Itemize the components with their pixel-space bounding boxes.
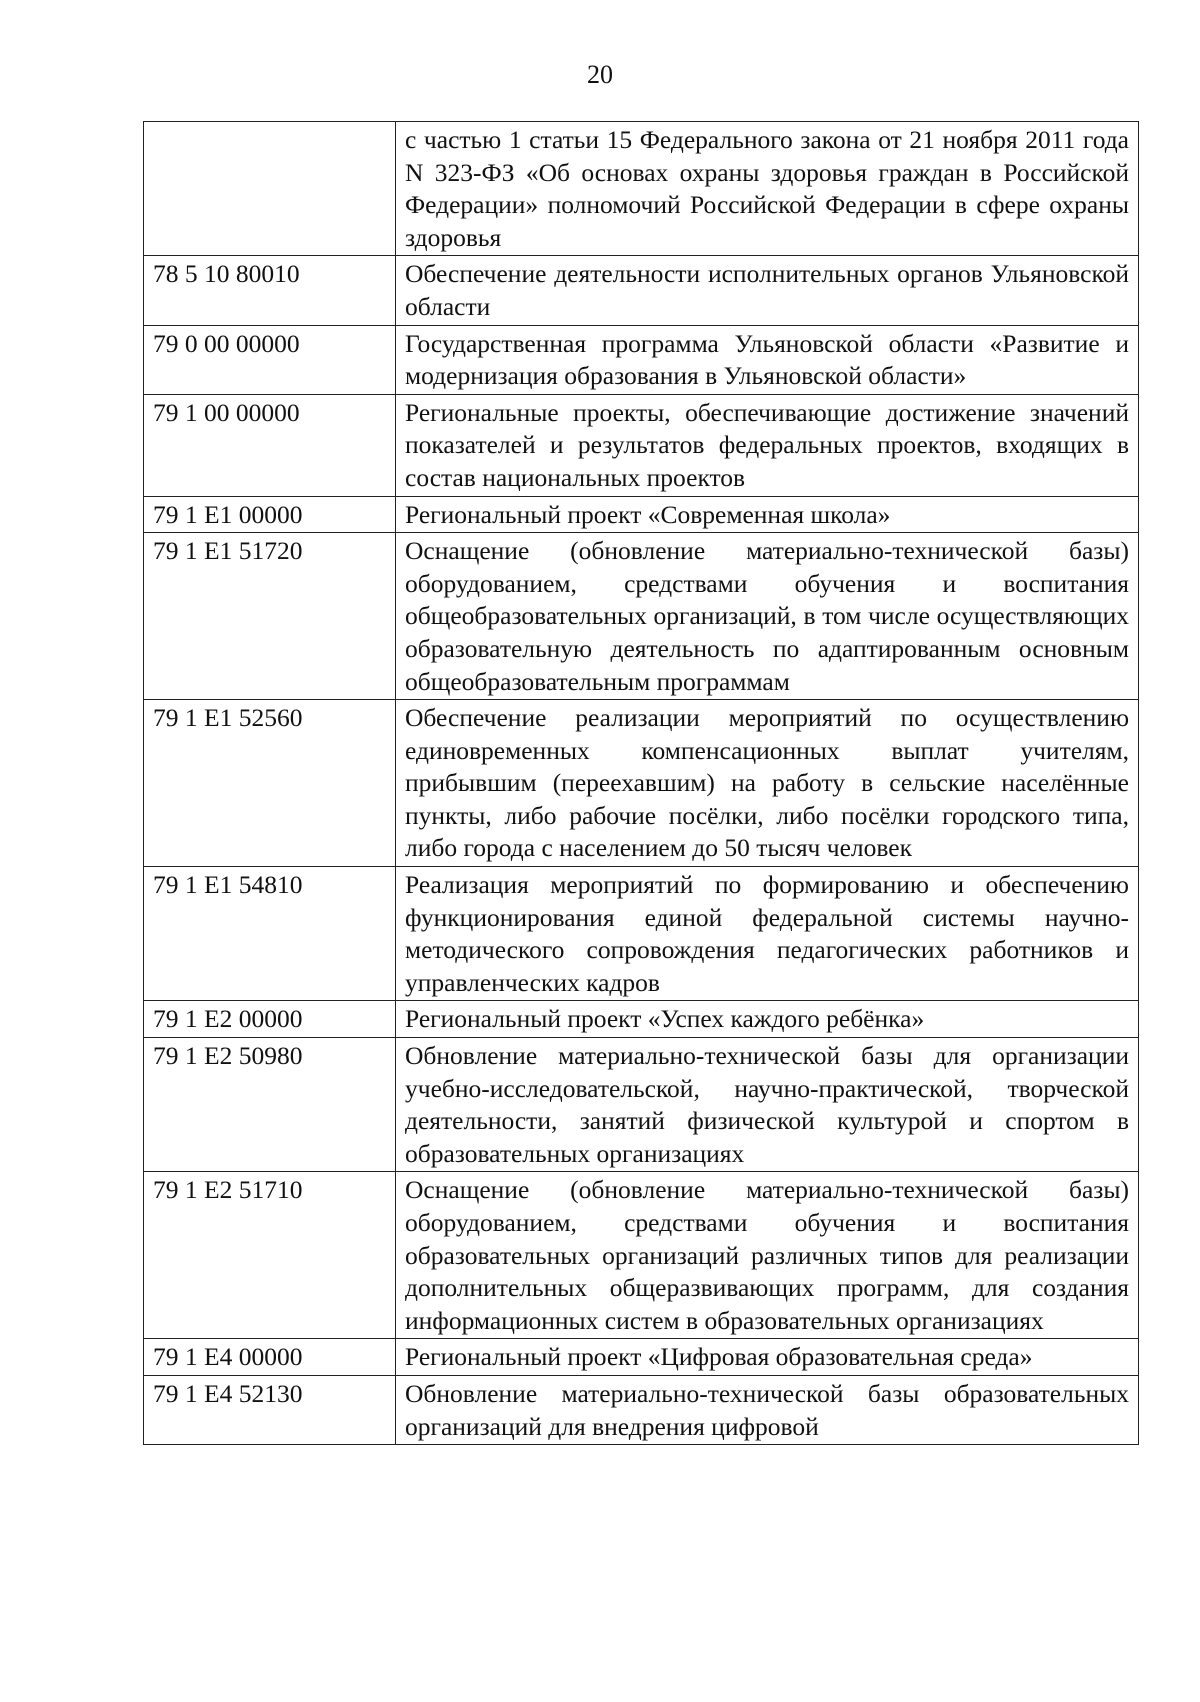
budget-classification-table bbox=[143, 121, 1139, 1445]
code-cell: 79 1 00 00000 bbox=[144, 394, 396, 496]
code-cell bbox=[144, 122, 396, 256]
code-cell: 79 1 E4 00000 bbox=[144, 1339, 396, 1376]
code-cell: 79 1 E4 52130 bbox=[144, 1375, 396, 1444]
table-row bbox=[144, 122, 1139, 256]
description-cell: Государственная программа Ульяновской области «Развитие и модернизация образования в Ульяновской области» bbox=[396, 325, 1139, 394]
description-cell: Региональные проекты, обеспечивающие достижение значений показателей и результатов федеральных проектов, входящих в состав национальных проектов bbox=[396, 394, 1139, 496]
table-row bbox=[144, 1339, 1139, 1376]
table-row bbox=[144, 394, 1139, 496]
code-cell: 79 1 E2 00000 bbox=[144, 1001, 396, 1038]
code-cell: 79 1 E2 51710 bbox=[144, 1172, 396, 1339]
table-row bbox=[144, 700, 1139, 867]
table-row bbox=[144, 1038, 1139, 1172]
table-row bbox=[144, 496, 1139, 533]
code-cell: 79 1 E1 00000 bbox=[144, 496, 396, 533]
description-cell: с частью 1 статьи 15 Федерального закона от 21 ноября 2011 года N 323-ФЗ «Об основах охраны здоровья граждан в Российской Федерации» полномочий Российской Федерации в сфере охраны здоровья bbox=[396, 122, 1139, 256]
table-row bbox=[144, 867, 1139, 1001]
page-number: 20 bbox=[587, 60, 613, 89]
description-cell: Реализация мероприятий по формированию и обеспечению функционирования единой федеральной системы научно-методического сопровождения педагогических работников и управленческих кадров bbox=[396, 867, 1139, 1001]
description-cell: Региональный проект «Современная школа» bbox=[396, 496, 1139, 533]
table-row bbox=[144, 1001, 1139, 1038]
code-cell: 79 1 E1 51720 bbox=[144, 533, 396, 700]
code-cell: 79 1 E1 52560 bbox=[144, 700, 396, 867]
description-cell: Оснащение (обновление материально-технической базы) оборудованием, средствами обучения и воспитания образовательных организаций различных типов для реализации дополнительных общеразвивающих программ, для создания информационных систем в образовательных организациях bbox=[396, 1172, 1139, 1339]
code-cell: 78 5 10 80010 bbox=[144, 256, 396, 325]
table-row bbox=[144, 325, 1139, 394]
code-cell: 79 1 E1 54810 bbox=[144, 867, 396, 1001]
description-cell: Оснащение (обновление материально-технической базы) оборудованием, средствами обучения и воспитания общеобразовательных организаций, в том числе осуществляющих образовательную деятельность по адаптированным основным общеобразовательным программам bbox=[396, 533, 1139, 700]
description-cell: Региональный проект «Цифровая образовательная среда» bbox=[396, 1339, 1139, 1376]
code-cell: 79 1 E2 50980 bbox=[144, 1038, 396, 1172]
description-cell: Обновление материально-технической базы для организации учебно-исследовательской, научно-практической, творческой деятельности, занятий физической культурой и спортом в образовательных организациях bbox=[396, 1038, 1139, 1172]
table-row bbox=[144, 533, 1139, 700]
code-cell: 79 0 00 00000 bbox=[144, 325, 396, 394]
table-row bbox=[144, 1375, 1139, 1444]
description-cell: Обновление материально-технической базы образовательных организаций для внедрения цифровой bbox=[396, 1375, 1139, 1444]
description-cell: Обеспечение реализации мероприятий по осуществлению единовременных компенсационных выплат учителям, прибывшим (переехавшим) на работу в сельские населённые пункты, либо рабочие посёлки, либо посёлки городского типа, либо города с населением до 50 тысяч человек bbox=[396, 700, 1139, 867]
table-row bbox=[144, 256, 1139, 325]
table-row bbox=[144, 1172, 1139, 1339]
description-cell: Обеспечение деятельности исполнительных органов Ульяновской области bbox=[396, 256, 1139, 325]
description-cell: Региональный проект «Успех каждого ребёнка» bbox=[396, 1001, 1139, 1038]
